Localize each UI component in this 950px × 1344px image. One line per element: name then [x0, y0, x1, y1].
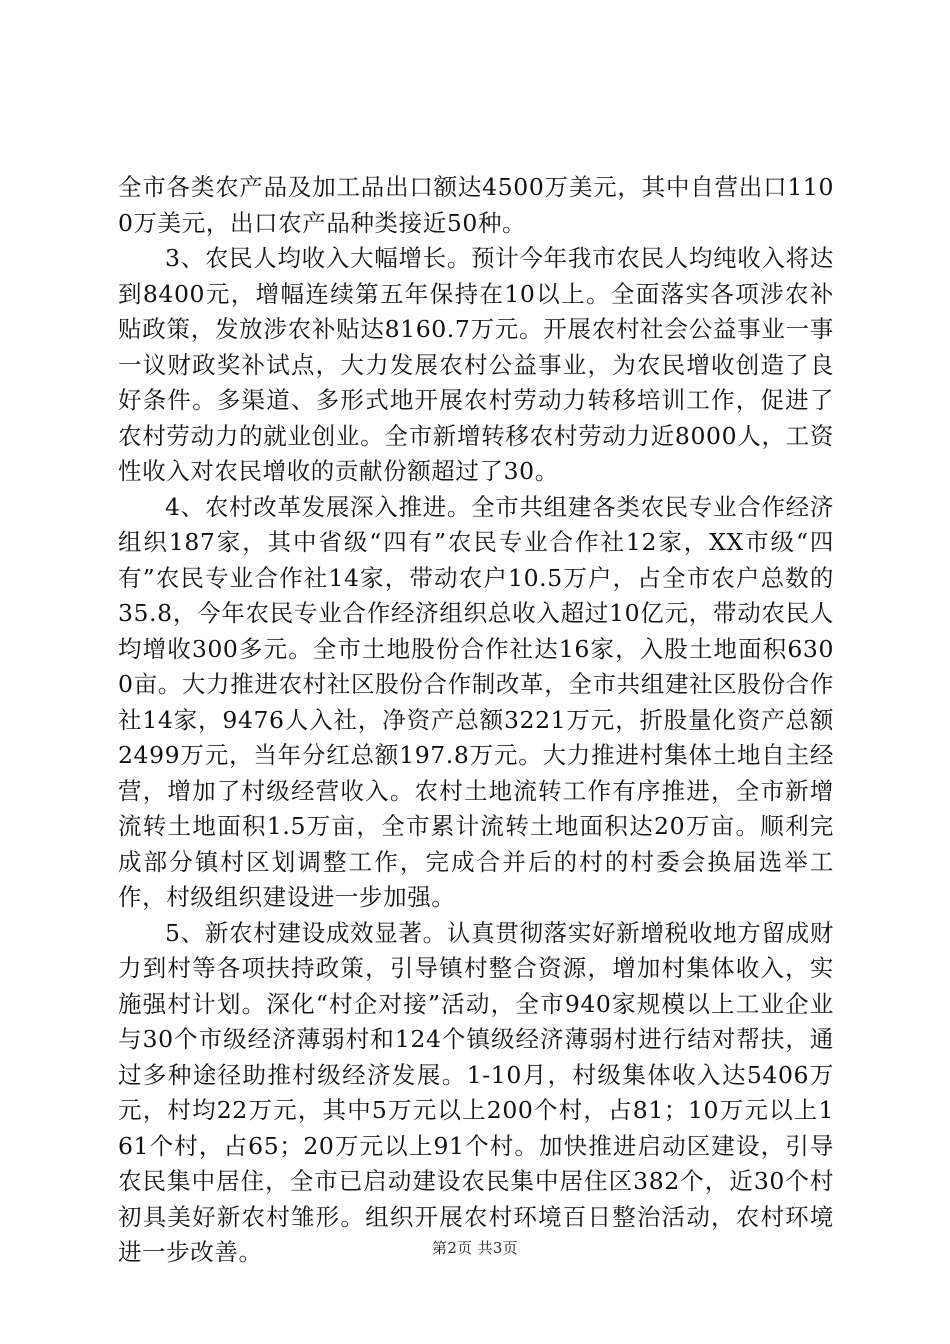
paragraph-farmer-income: 3、农民人均收入大幅增长。预计今年我市农民人均纯收入将达到8400元，增幅连续第五年保持在10以上。全面落实各项涉农补贴政策，发放涉农补贴达8160.7万元。开展农村社会公益事业一事一议财政奖补试点，大力发展农村公益事业，为农民增收创造了良好条件。多渠道、多形式地开展农村劳动力转移培训工作，促进了农村劳动力的就业创业。全市新增转移农村劳动力近8000人，工资性收入对农民增收的贡献份额超过了30。 [118, 244, 834, 485]
document-body [118, 170, 834, 1271]
paragraph-new-countryside: 5、新农村建设成效显著。认真贯彻落实好新增税收地方留成财力到村等各项扶持政策，引导镇村整合资源，增加村集体收入，实施强村计划。深化“村企对接”活动，全市940家规模以上工业企业与30个市级经济薄弱村和124个镇级经济薄弱村进行结对帮扶，通过多种途径助推村级经济发展。1-10月，村级集体收入达5406万元，村均22万元，其中5万元以上200个村，占81；10万元以上161个村，占65；20万元以上91个村。加快推进启动区建设，引导农民集中居住，全市已启动建设农民集中居住区382个，近30个村初具美好新农村雏形。组织开展农村环境百日整治活动，农村环境进一步改善。 [118, 918, 834, 1266]
page-footer [0, 1238, 950, 1258]
page-number-label: 第2页 共3页 [432, 1239, 518, 1257]
paragraph-rural-reform: 4、农村改革发展深入推进。全市共组建各类农民专业合作经济组织187家，其中省级“四有”农民专业合作社12家，XX市级“四有”农民专业合作社14家，带动农户10.5万户，占全市农户总数的35.8，今年农民专业合作经济组织总收入超过10亿元，带动农民人均增收300多元。全市土地股份合作社达16家，入股土地面积6300亩。大力推进农村社区股份合作制改革，全市共组建社区股份合作社14家，9476人入社，净资产总额3221万元，折股量化资产总额2499万元，当年分红总额197.8万元。大力推进村集体土地自主经营，增加了村级经营收入。农村土地流转工作有序推进，全市新增流转土地面积1.5万亩，全市累计流转土地面积达20万亩。顺利完成部分镇村区划调整工作，完成合并后的村的村委会换届选举工作，村级组织建设进一步加强。 [118, 492, 834, 911]
paragraph-export-continuation: 全市各类农产品及加工品出口额达4500万美元，其中自营出口1100万美元，出口农产品种类接近50种。 [118, 173, 834, 237]
